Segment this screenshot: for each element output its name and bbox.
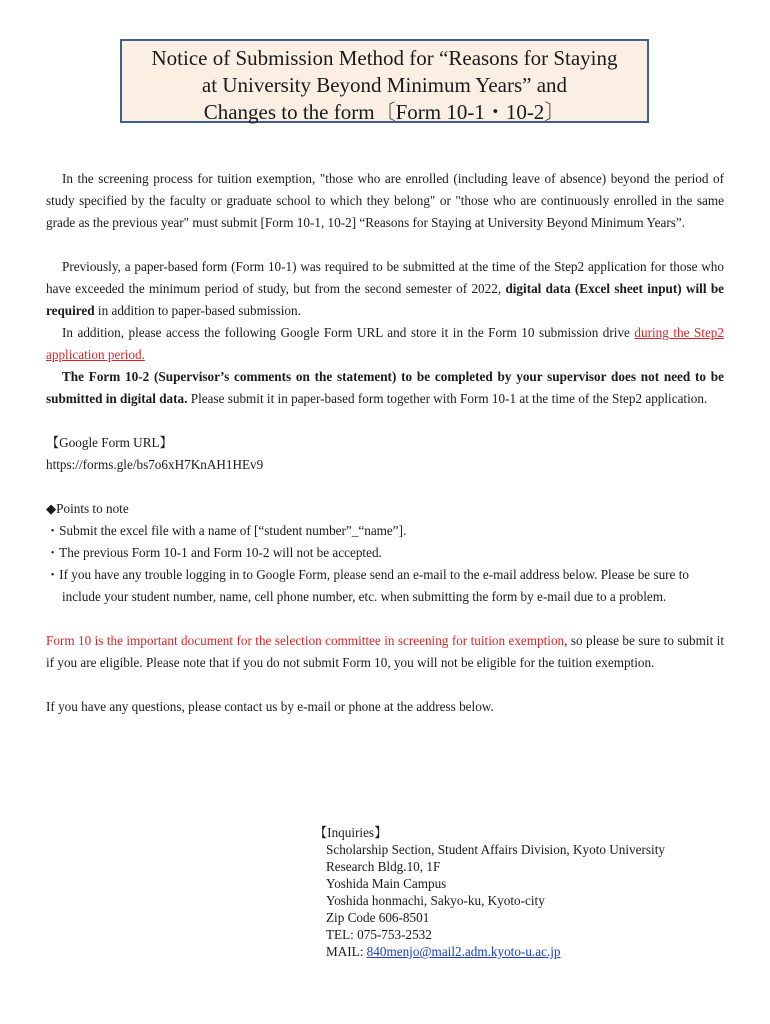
title-line-2: at University Beyond Minimum Years” and: [201, 73, 568, 97]
para2-bold: digital data (Excel sheet input) will be required: [46, 281, 725, 318]
inquiry-line-6: TEL: 075-753-2532: [326, 927, 432, 942]
inquiry-mail-line: [314, 943, 734, 960]
points-heading: ◆Points to note: [46, 501, 129, 516]
inquiry-line-4: Yoshida honmachi, Sakyo-ku, Kyoto-city: [326, 893, 545, 908]
title-line-1: Notice of Submission Method for “Reasons for Staying: [151, 46, 618, 70]
point-item-2: ・The previous Form 10-1 and Form 10-2 will not be accepted.: [46, 545, 382, 560]
point-item-3: ・If you have any trouble logging in to Google Form, please send an e-mail to the e-mail address below. Please be sure to include your student number, name, cell phone number, etc. when submitting the form by e-mail due to a problem.: [46, 567, 689, 604]
paragraph-intro: In the screening process for tuition exemption, "those who are enrolled (including leave of absence) beyond the period of study specified by the faculty or graduate school to which they belong" or "those who are continuously enrolled in the same grade as the previous year" must submit [Form 10-1, 10-2] “Reasons for Staying at University Beyond Minimum Years”.: [46, 171, 724, 230]
important-red-text: Form 10 is the important document for the selection committee in screening for tuition exemption: [46, 633, 565, 648]
inquiries-block: [314, 824, 734, 960]
para4-after: Please submit it in paper-based form together with Form 10-1 at the time of the Step2 application.: [187, 391, 708, 406]
mail-address-link[interactable]: 840menjo@mail2.adm.kyoto-u.ac.jp: [366, 944, 561, 959]
important-after: , so please be sure to submit it if you are eligible. Please note that if you do not submit Form 10, you will not be eligible for the tuition exemption.: [46, 633, 724, 670]
para2-text: Previously, a paper-based form (Form 10-1) was required to be submitted at the time of the Step2 application for those who have exceeded the minimum period of study, but from the second semester of 2022,: [46, 259, 724, 296]
point-item-1: ・Submit the excel file with a name of [“student number”_“name”].: [46, 523, 407, 538]
mail-label: MAIL:: [326, 944, 367, 959]
inquiry-line-5: Zip Code 606-8501: [326, 910, 430, 925]
paragraph-questions: If you have any questions, please contact us by e-mail or phone at the address below.: [46, 699, 494, 714]
inquiries-label: 【Inquiries】: [314, 825, 388, 840]
paragraph-google-form: [46, 322, 724, 366]
inquiry-line-2: Research Bldg.10, 1F: [326, 859, 441, 874]
title-line-3: Changes to the form〔Form 10-1・10-2〕: [203, 100, 566, 124]
paragraph-important: [46, 630, 724, 674]
para3-text: In addition, please access the following Google Form URL and store it in the Form 10 submission drive: [62, 325, 635, 340]
notice-title-box: [120, 39, 649, 123]
inquiry-line-1: Scholarship Section, Student Affairs Division, Kyoto University: [326, 842, 665, 857]
notice-body: [46, 168, 724, 718]
google-form-label: 【Google Form URL】: [46, 435, 173, 450]
para4-bold: The Form 10-2 (Supervisor’s comments on the statement) to be completed by your supervisor does not need to be submitted in digital data.: [46, 369, 724, 406]
inquiry-line-3: Yoshida Main Campus: [326, 876, 447, 891]
paragraph-form-10-2: [46, 366, 724, 410]
paragraph-previously: [46, 256, 724, 322]
para2-after: in addition to paper-based submission.: [94, 303, 301, 318]
google-form-url[interactable]: https://forms.gle/bs7o6xH7KnAH1HEv9: [46, 457, 264, 472]
step2-period-link[interactable]: during the Step2 application period.: [46, 325, 724, 362]
